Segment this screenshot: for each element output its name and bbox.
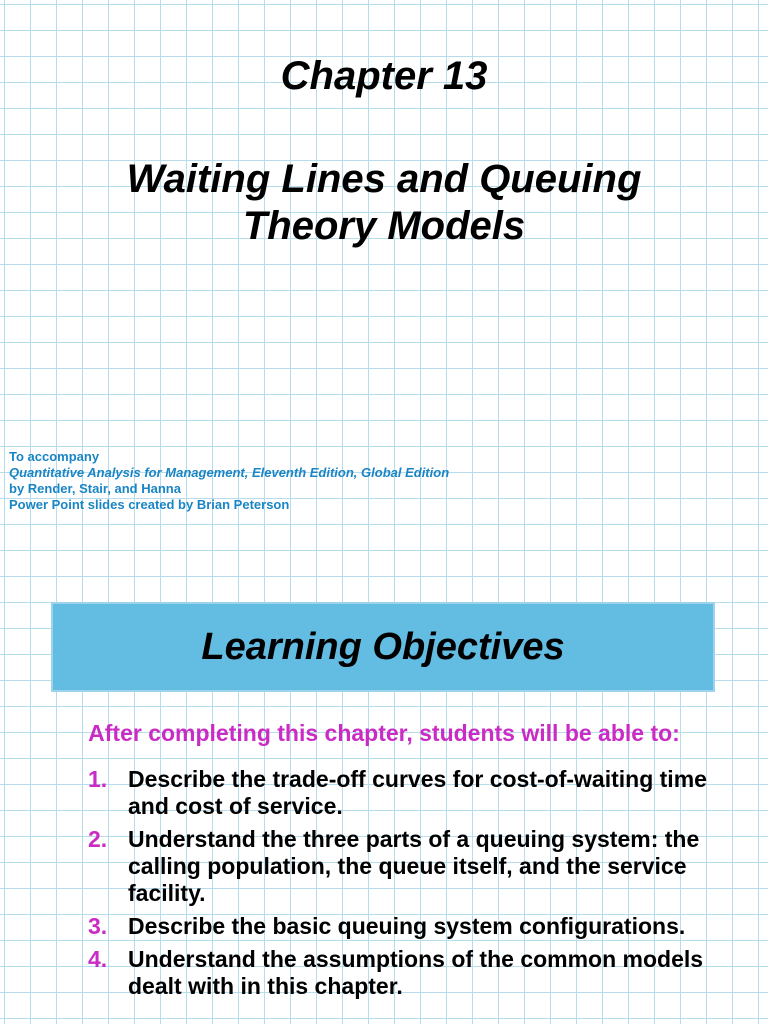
objective-number: 2. xyxy=(88,826,108,852)
objective-item xyxy=(88,913,708,940)
learning-objectives-slide xyxy=(0,584,768,1024)
objectives-intro: After completing this chapter, students will be able to: xyxy=(88,720,680,746)
chapter-title xyxy=(0,156,768,250)
objective-number: 1. xyxy=(88,766,108,792)
credits-block xyxy=(9,449,449,513)
credits-slides-author: Power Point slides created by Brian Peterson xyxy=(9,497,290,512)
objective-item xyxy=(88,826,708,907)
objective-text: Describe the trade-off curves for cost-of-waiting time and cost of service. xyxy=(128,766,707,819)
learning-objectives-banner xyxy=(53,604,713,690)
objective-text: Describe the basic queuing system configurations. xyxy=(128,913,686,939)
objective-text: Understand the assumptions of the common models dealt with in this chapter. xyxy=(128,946,704,999)
objective-text: Understand the three parts of a queuing system: the calling population, the queue itself, and the service facility. xyxy=(128,826,700,906)
chapter-title-line-2: Theory Models xyxy=(242,204,526,248)
objective-item xyxy=(88,946,708,1000)
objectives-list xyxy=(88,766,708,1006)
credits-authors: by Render, Stair, and Hanna xyxy=(9,481,181,496)
learning-objectives-heading: Learning Objectives xyxy=(201,625,565,668)
credits-accompany: To accompany xyxy=(9,449,100,464)
objective-number: 4. xyxy=(88,946,108,972)
credits-book-title: Quantitative Analysis for Management, Eleventh Edition, Global Edition xyxy=(9,465,450,480)
objective-number: 3. xyxy=(88,913,108,939)
objective-item xyxy=(88,766,708,820)
chapter-title-line-1: Waiting Lines and Queuing xyxy=(126,157,642,201)
chapter-number: Chapter 13 xyxy=(280,54,488,98)
